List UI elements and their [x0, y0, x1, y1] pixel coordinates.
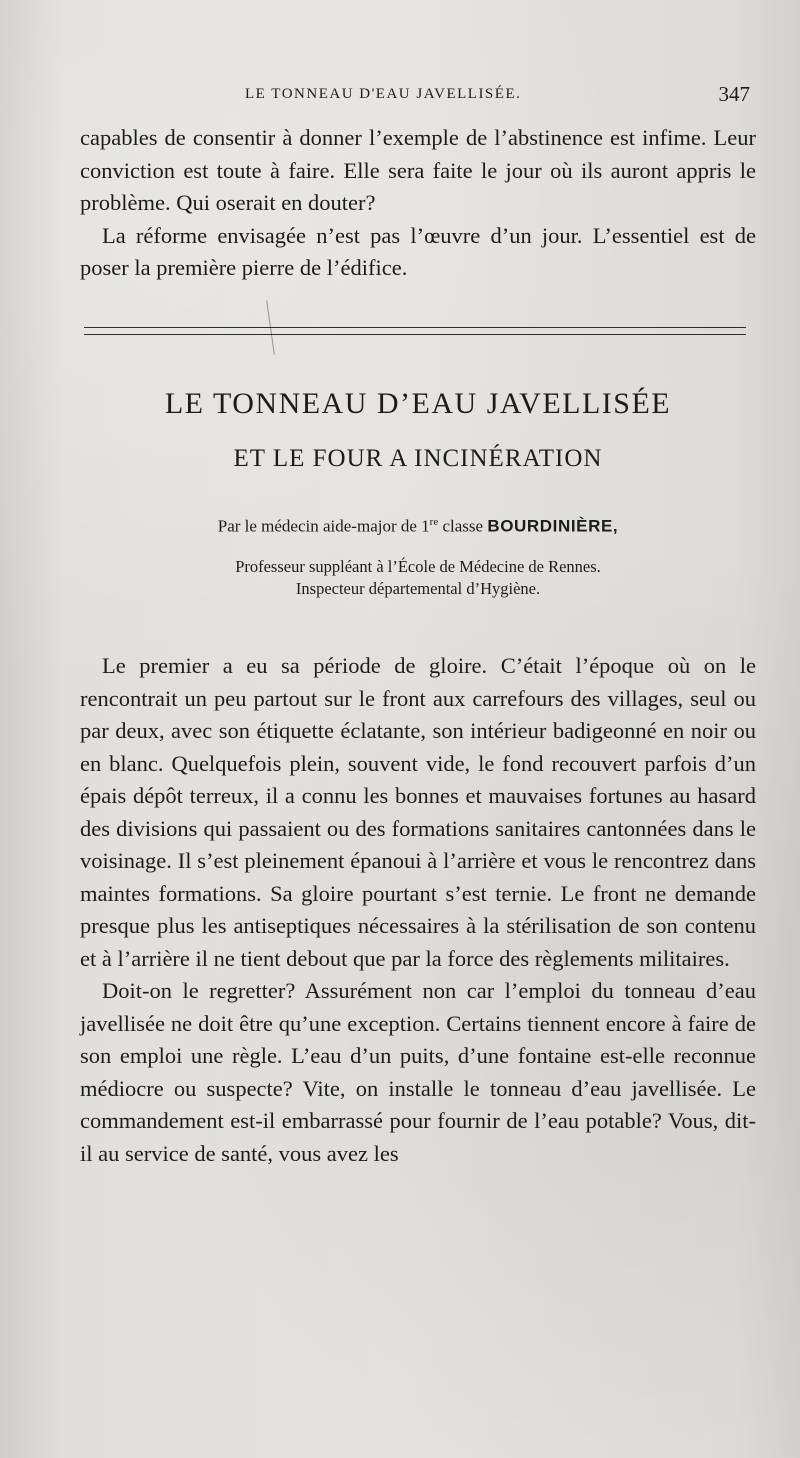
running-title: LE TONNEAU D'EAU JAVELLISÉE. [245, 86, 522, 102]
intro-paragraph-1: capables de consentir à donner l’exemple de l’abstinence est infime. Leur conviction est toute à faire. Elle sera faite le jour où ils auront appris le problème. Qui oserait en douter? [80, 125, 756, 215]
article-body [80, 650, 756, 1170]
byline-middle: classe [438, 516, 488, 536]
byline [80, 516, 756, 537]
page-header [80, 82, 760, 114]
previous-article-ending [80, 122, 756, 285]
author-name: BOURDINIÈRE, [487, 516, 619, 536]
affiliation-line-2: Inspecteur départemental d’Hygiène. [295, 579, 541, 598]
byline-prefix: Par le médecin aide-major de 1 [217, 516, 430, 536]
body-paragraph-2: Doit-on le regretter? Assurément non car l’emploi du tonneau d’eau javellisée ne doit être qu’une exception. Certains tiennent encore à faire de son emploi une règle. L’eau d’un puits, d’une fontaine est-elle reconnue médiocre ou suspecte? Vite, on installe le tonneau d’eau javellisée. Le commandement est-il embarrassé pour fournir de l’eau potable? Vous, dit-il au service de santé, vous avez les [80, 978, 756, 1166]
intro-paragraph-2: La réforme envisagée n’est pas l’œuvre d’un jour. L’essentiel est de poser la première pierre de l’édifice. [80, 222, 756, 280]
body-paragraph-1: Le premier a eu sa période de gloire. C’était l’époque où on le rencontrait un peu partout sur le front aux carrefours des villages, seul ou par deux, avec son étiquette éclatante, son intérieur badigeonné en noir ou en blanc. Quelquefois plein, souvent vide, le fond recouvert parfois d’un épais dépôt terreux, il a connu les bonnes et mauvaises fortunes au hasard des divisions qui passaient ou des formations sanitaires cantonnées dans le voisinage. Il s’est pleinement épanoui à l’arrière et vous le rencontrez dans maintes formations. Sa gloire pourtant s’est ternie. Le front ne demande presque plus les antiseptiques nécessaires à la stérilisation de son contenu et à l’arrière il ne tient debout que par la force des règlements militaires. [80, 653, 756, 971]
affiliation-line-1: Professeur suppléant à l’École de Médecine de Rennes. [235, 557, 601, 576]
page-number: 347 [718, 82, 750, 106]
article-title: LE TONNEAU D’EAU JAVELLISÉE [164, 387, 672, 420]
author-affiliations [80, 556, 756, 600]
section-divider-top [84, 327, 746, 328]
article-subtitle: ET LE FOUR A INCINÉRATION [233, 445, 603, 472]
byline-superscript: re [429, 516, 439, 528]
section-divider-bottom [84, 334, 746, 335]
